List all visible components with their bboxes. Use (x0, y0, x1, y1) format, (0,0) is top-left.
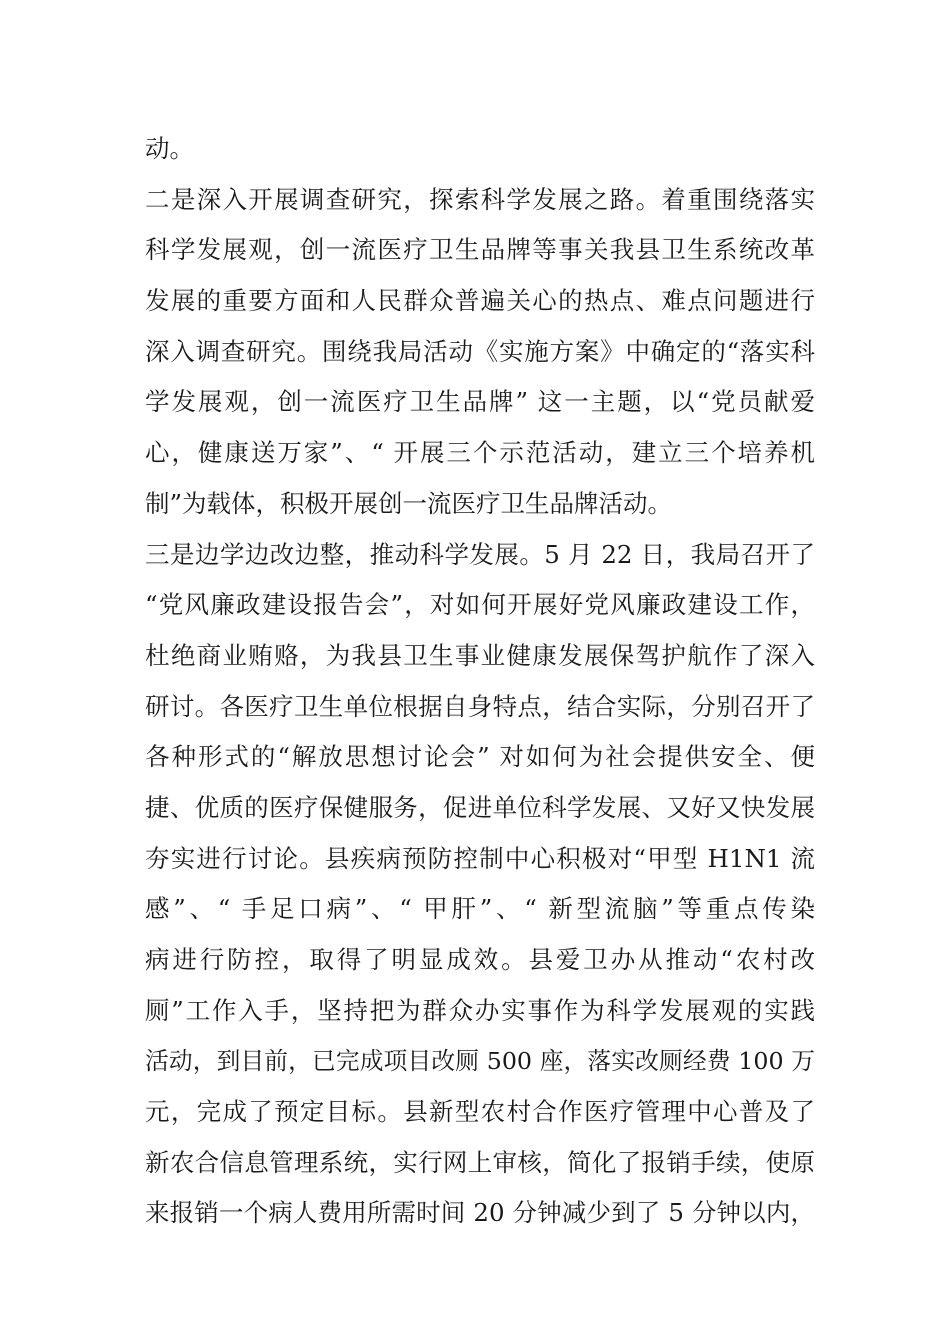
text-line: 动。 (145, 134, 194, 163)
text-line: 元，完成了预定目标。县新型农村合作医疗管理中心普及了 (145, 1097, 815, 1127)
text-line: 病进行防控，取得了明显成效。县爱卫办从推动“农村改 (145, 945, 815, 974)
text-line: 学发展观，创一流医疗卫生品牌” 这一主题，以“党员献爱 (145, 387, 815, 417)
text-line: 心，健康送万家”、“ 开展三个示范活动，建立三个培养机 (145, 438, 815, 468)
text-line: “党风廉政建设报告会”，对如何开展好党风廉政建设工作， (145, 590, 815, 620)
text-line: 夯实进行讨论。县疾病预防控制中心积极对“甲型 H1N1 流 (145, 843, 815, 873)
text-line: 三是边学边改边整，推动科学发展。5 月 22 日，我局召开了 (145, 539, 815, 569)
text-line: 深入调查研究。围绕我局活动《实施方案》中确定的“落实科 (145, 336, 815, 366)
text-line: 研讨。各医疗卫生单位根据自身特点，结合实际，分别召开了 (145, 691, 815, 721)
text-line: 发展的重要方面和人民群众普遍关心的热点、难点问题进行 (145, 286, 815, 316)
text-line: 来报销一个病人费用所需时间 20 分钟减少到了 5 分钟以内， (145, 1198, 815, 1228)
text-line: 科学发展观，创一流医疗卫生品牌等事关我县卫生系统改革 (145, 235, 815, 265)
text-line: 感”、“ 手足口病”、“ 甲肝”、“ 新型流脑”等重点传染 (145, 894, 815, 924)
text-line: 制”为载体，积极开展创一流医疗卫生品牌活动。 (145, 488, 673, 518)
text-line: 捷、优质的医疗保健服务，促进单位科学发展、又好又快发展 (145, 792, 815, 822)
body-text (145, 124, 815, 1239)
text-line: 杜绝商业贿赂，为我县卫生事业健康发展保驾护航作了深入 (145, 640, 815, 670)
text-line: 新农合信息管理系统，实行网上审核，简化了报销手续，使原 (145, 1147, 815, 1177)
text-line: 各种形式的“解放思想讨论会” 对如何为社会提供安全、便 (145, 742, 815, 772)
text-line: 二是深入开展调查研究，探索科学发展之路。着重围绕落实 (145, 184, 815, 214)
text-line: 活动，到目前，已完成项目改厕 500 座，落实改厕经费 100 万 (145, 1047, 815, 1076)
text-line: 厕”工作入手，坚持把为群众办实事作为科学发展观的实践 (145, 995, 815, 1025)
